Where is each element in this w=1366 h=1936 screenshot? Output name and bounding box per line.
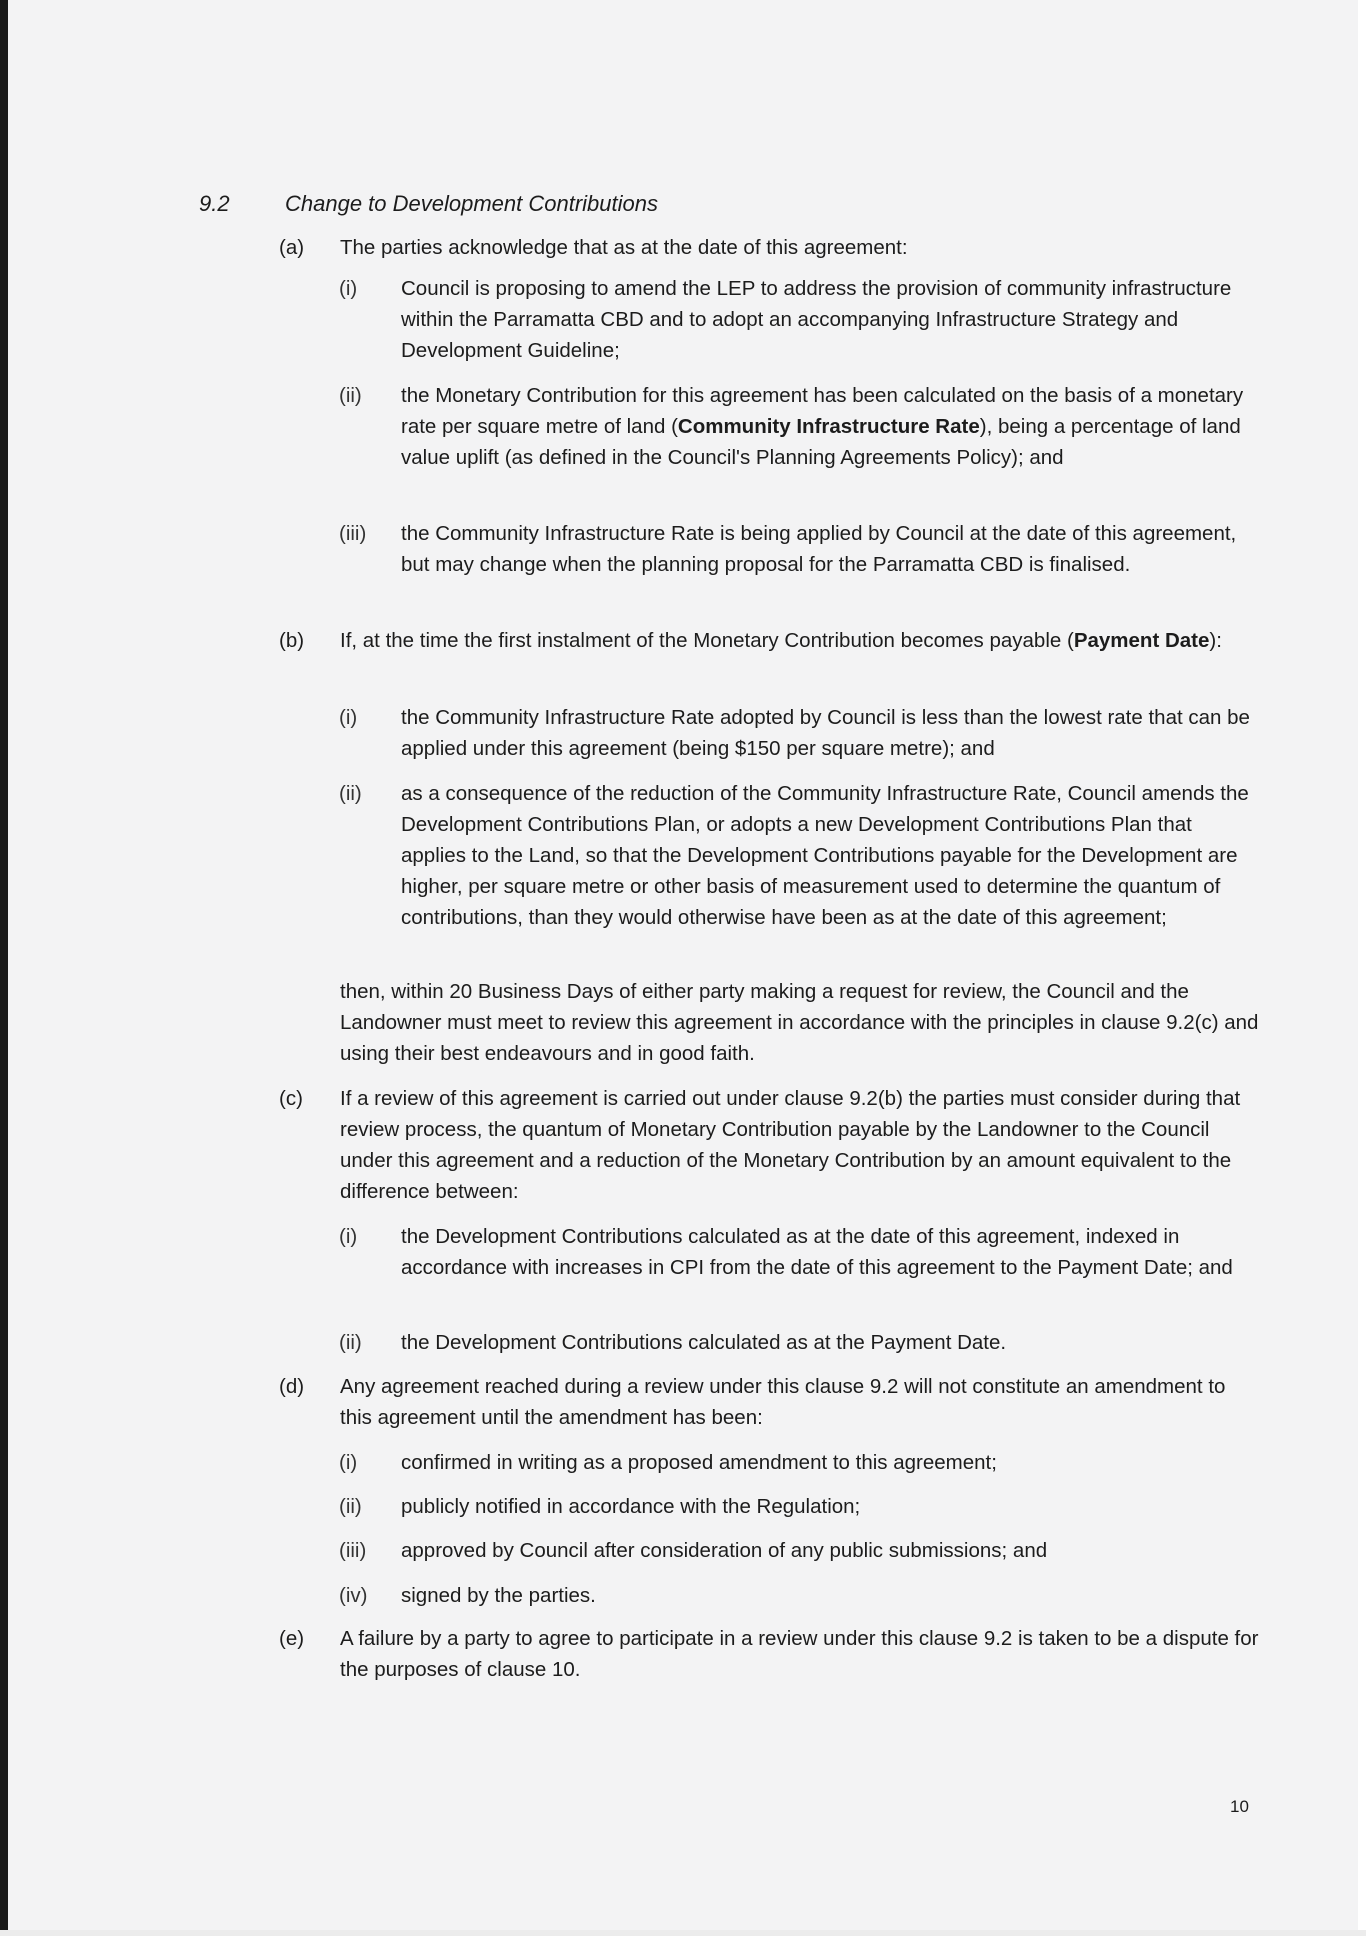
- paragraph-label: (d): [279, 1375, 305, 1398]
- subparagraph-label: (iii): [339, 522, 367, 545]
- paragraph-text: If, at the time the first instalment of the Monetary Contribution becomes payable (Payment Date):: [340, 629, 1222, 652]
- clause-number: 9.2: [199, 191, 230, 216]
- subparagraph-text: confirmed in writing as a proposed amendment to this agreement;: [401, 1451, 997, 1474]
- subparagraph-label: (ii): [339, 1331, 362, 1354]
- paragraph-text: The parties acknowledge that as at the date of this agreement:: [340, 236, 908, 259]
- paragraph-label: (c): [279, 1087, 303, 1110]
- subparagraph-text: the Monetary Contribution for this agreement has been calculated on the basis of a monetary rate per square metre of land (Community Infrastructure Rate), being a percentage of land value uplift (as defined in the Council's Planning Agreements Policy); and: [401, 384, 1244, 469]
- page-number: 10: [1230, 1797, 1249, 1816]
- paragraph-text: Any agreement reached during a review under this clause 9.2 will not constitute an amendment to this agreement until the amendment has been:: [340, 1375, 1226, 1429]
- page-content: [8, 0, 1358, 1930]
- defined-term: Payment Date: [1073, 629, 1210, 652]
- paragraph-label: (b): [279, 629, 305, 652]
- paragraph-label: (e): [279, 1627, 305, 1650]
- document-page: [8, 0, 1358, 1930]
- subparagraph-text: the Community Infrastructure Rate adopted by Council is less than the lowest rate that can be applied under this agreement (being $150 per square metre); and: [401, 706, 1250, 760]
- subparagraph-text: as a consequence of the reduction of the Community Infrastructure Rate, Council amends the Development Contributions Plan, or adopts a new Development Contributions Plan that applies to the Land, so that the Development Contributions payable for the Development are higher, per square metre or other basis of measurement used to determine the quantum of contributions, than they would otherwise have been as at the date of this agreement;: [401, 782, 1249, 929]
- subparagraph-text: publicly notified in accordance with the Regulation;: [401, 1495, 861, 1518]
- subparagraph-label: (ii): [339, 1495, 362, 1518]
- scan-edge: [0, 0, 8, 1936]
- subparagraph-label: (iii): [339, 1539, 367, 1562]
- paragraph-b-then: then, within 20 Business Days of either party making a request for review, the Council and the Landowner must meet to review this agreement in accordance with the principles in clause 9.2(c) and using their best endeavours and in good faith.: [340, 980, 1259, 1065]
- paragraph-text: A failure by a party to agree to participate in a review under this clause 9.2 is taken to be a dispute for the purposes of clause 10.: [340, 1627, 1259, 1681]
- subparagraph-text: the Community Infrastructure Rate is being applied by Council at the date of this agreement, but may change when the planning proposal for the Parramatta CBD is finalised.: [401, 522, 1237, 576]
- subparagraph-text: the Development Contributions calculated as at the Payment Date.: [401, 1331, 1007, 1354]
- subparagraph-label: (i): [339, 706, 358, 729]
- subparagraph-text: the Development Contributions calculated as at the date of this agreement, indexed in accordance with increases in CPI from the date of this agreement to the Payment Date; and: [401, 1225, 1233, 1279]
- subparagraph-label: (iv): [339, 1584, 368, 1607]
- subparagraph-text: approved by Council after consideration of any public submissions; and: [401, 1539, 1048, 1562]
- subparagraph-label: (i): [339, 1225, 358, 1248]
- subparagraph-label: (ii): [339, 782, 362, 805]
- paragraph-label: (a): [279, 236, 305, 259]
- subparagraph-label: (ii): [339, 384, 362, 407]
- subparagraph-label: (i): [339, 277, 358, 300]
- subparagraph-label: (i): [339, 1451, 358, 1474]
- page-bottom-edge: [0, 1930, 1366, 1936]
- clause-title: Change to Development Contributions: [285, 191, 659, 216]
- defined-term: Community Infrastructure Rate: [677, 415, 980, 438]
- subparagraph-text: signed by the parties.: [401, 1584, 596, 1607]
- paragraph-text: If a review of this agreement is carried out under clause 9.2(b) the parties must consider during that review process, the quantum of Monetary Contribution payable by the Landowner to the Council under this agreement and a reduction of the Monetary Contribution by an amount equivalent to the difference between:: [340, 1087, 1241, 1203]
- subparagraph-text: Council is proposing to amend the LEP to address the provision of community infrastructure within the Parramatta CBD and to adopt an accompanying Infrastructure Strategy and Development Guideline;: [401, 277, 1232, 362]
